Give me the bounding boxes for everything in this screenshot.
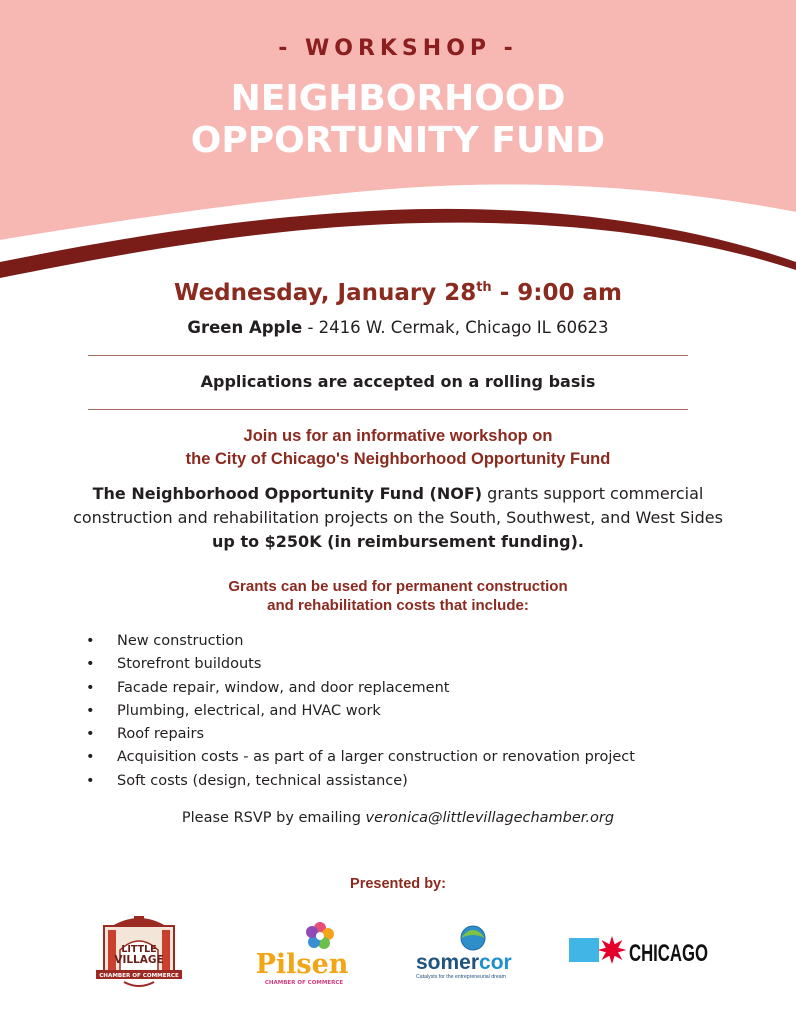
list-item (86, 630, 635, 653)
grants-intro (0, 577, 796, 615)
grants-intro-line-1: Grants can be used for permanent construction (228, 578, 568, 595)
event-date (0, 280, 796, 306)
list-item-label: New construction (117, 633, 244, 649)
bullet-icon: • (86, 749, 95, 766)
somercor-name (416, 951, 512, 974)
pilsen-name: Pilsen (255, 949, 349, 980)
chicago-flag-block (569, 938, 599, 962)
rsvp-line (0, 810, 796, 826)
somercor-name-part-2: cor (479, 951, 512, 974)
description-funding: up to $250K (in reimbursement funding). (212, 532, 584, 551)
list-item-label: Storefront buildouts (117, 656, 262, 673)
eligible-costs-list (86, 630, 635, 793)
presented-by-label: Presented by: (350, 876, 446, 892)
somercor-globe-icon (461, 926, 485, 950)
list-item-label: Acquisition costs - as part of a larger construction or renovation project (117, 749, 635, 766)
bullet-icon: • (86, 726, 95, 743)
venue-name: Green Apple (187, 318, 303, 337)
list-item (86, 653, 635, 676)
rsvp-prefix: Please RSVP by emailing (181, 810, 366, 826)
bullet-icon: • (86, 679, 95, 696)
pilsen-logo (255, 918, 349, 990)
chicago-star-icon (598, 936, 627, 964)
bullet-icon: • (86, 656, 95, 673)
applications-note: Applications are accepted on a rolling basis (200, 372, 596, 391)
divider-top (88, 355, 688, 356)
bullet-icon: • (86, 633, 95, 649)
invite-line-2: the City of Chicago's Neighborhood Opportunity Fund (185, 450, 611, 468)
workshop-kicker: - WORKSHOP - (278, 36, 518, 61)
somercor-name-part-1: somer (416, 951, 480, 974)
rsvp-email-link[interactable]: veronica@littlevillagechamber.org (365, 810, 615, 826)
list-item (86, 677, 635, 700)
chicago-logo (569, 934, 709, 966)
event-venue (0, 318, 796, 337)
workshop-invite (0, 425, 796, 471)
little-village-line-1: LITTLE (121, 944, 157, 955)
grants-intro-line-2: and rehabilitation costs that include: (267, 597, 529, 614)
somercor-logo (412, 924, 530, 980)
description-lead: The Neighborhood Opportunity Fund (NOF) (92, 484, 483, 503)
pilsen-subtitle: CHAMBER OF COMMERCE (264, 980, 344, 986)
bullet-icon: • (86, 702, 95, 719)
little-village-logo (94, 916, 184, 990)
somercor-tagline: Catalysts for the entrepreneurial dream (416, 974, 506, 980)
pilsen-flower-icon (306, 922, 334, 949)
title-line-2: OPPORTUNITY FUND (190, 120, 606, 161)
chicago-name: CHICAGO (629, 940, 708, 967)
venue-address: - 2416 W. Cermak, Chicago IL 60623 (302, 318, 609, 337)
list-item (86, 746, 635, 769)
event-date-suffix: th (476, 280, 492, 295)
page-title (0, 78, 796, 162)
list-item (86, 723, 635, 746)
event-time: - 9:00 am (491, 280, 622, 306)
divider-bottom (88, 409, 688, 410)
list-item-label: Roof repairs (117, 726, 205, 743)
little-village-banner: CHAMBER OF COMMERCE (99, 973, 179, 979)
list-item-label: Facade repair, window, and door replacement (117, 679, 450, 696)
description-body: grants support commercial construction and rehabilitation projects on the South, Southwest, and West Sides (73, 484, 723, 527)
list-item (86, 700, 635, 723)
fund-description (60, 482, 736, 554)
list-item (86, 770, 635, 793)
invite-line-1: Join us for an informative workshop on (243, 427, 553, 445)
list-item-label: Plumbing, electrical, and HVAC work (117, 702, 381, 719)
bullet-icon: • (86, 772, 95, 789)
title-line-1: NEIGHBORHOOD (230, 78, 566, 119)
little-village-line-2: VILLAGE (114, 954, 164, 966)
event-date-main: Wednesday, January 28 (174, 280, 477, 306)
list-item-label: Soft costs (design, technical assistance) (117, 772, 408, 789)
